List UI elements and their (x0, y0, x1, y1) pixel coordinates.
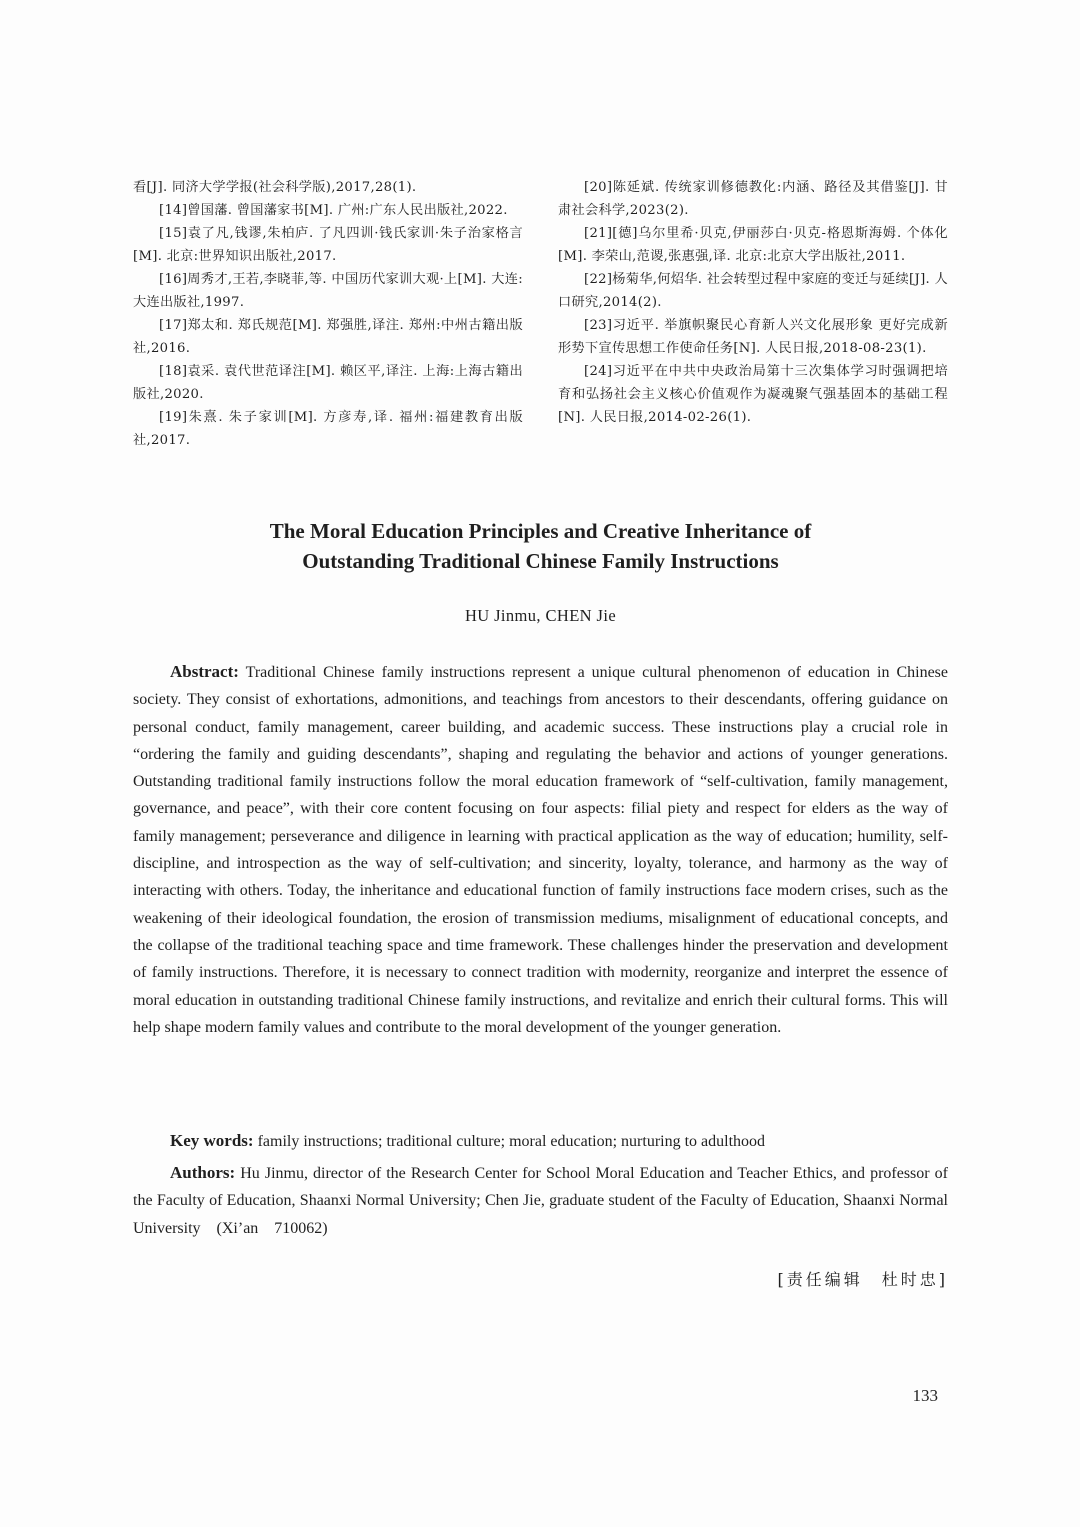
reference-item: [16]周秀才,王若,李晓菲,等. 中国历代家训大观·上[M]. 大连:大连出版社,1997. (133, 272, 523, 310)
keywords-text: family instructions; traditional culture; moral education; nurturing to adulthood (257, 1133, 766, 1150)
references-left-column (133, 176, 523, 452)
reference-item: [22]杨菊华,何炤华. 社会转型过程中家庭的变迁与延续[J]. 人口研究,2014(2). (558, 272, 948, 310)
references-section (133, 176, 948, 452)
keywords-label: Key words: (170, 1131, 254, 1150)
author-info-text: Hu Jinmu, director of the Research Center for School Moral Education and Teacher Ethics, and professor of the Faculty of Education, Shaanxi Normal University; Chen Jie, graduate student of the Faculty of Education, Shaanxi Normal University (Xi’an 710062) (133, 1165, 949, 1237)
references-right-column (558, 176, 948, 452)
reference-item: 看[J]. 同济大学学报(社会科学版),2017,28(1). (133, 180, 417, 195)
abstract-text: Traditional Chinese family instructions represent a unique cultural phenomenon of education in Chinese society. They consist of exhortations, admonitions, and teachings from ancestors to their descendants, offering guidance on personal conduct, family management, career building, and academic success. These instructions play a crucial role in “ordering the family and guiding descendants”, shaping and regulating the behavior and actions of younger generations. Outstanding traditional family instructions follow the moral education framework of “self-cultivation, family management, governance, and peace”, with their core content focusing on four aspects: filial piety and respect for elders as the way of family management; perseverance and diligence in learning with practical application as the way of education; humility, self-discipline, and introspection as the way of self-cultivation; and sincerity, loyalty, tolerance, and harmony as the way of interacting with others. Today, the inheritance and educational function of family instructions face modern crises, such as the weakening of their ideological foundation, the erosion of transmission mediums, misalignment of educational concepts, and the collapse of the traditional teaching space and time framework. These challenges hinder the preservation and development of family instructions. Therefore, it is necessary to connect tradition with modernity, reorganize and interpret the essence of moral education in outstanding traditional Chinese family instructions, and revitalize and enrich their cultural forms. This will help shape modern family values and contribute to the moral development of the younger generation. (133, 664, 949, 1036)
reference-item: [18]袁采. 袁代世范译注[M]. 赖区平,译注. 上海:上海古籍出版社,2020. (133, 364, 523, 402)
reference-item: [15]袁了凡,钱谬,朱柏庐. 了凡四训·钱氏家训·朱子治家格言[M]. 北京:世界知识出版社,2017. (133, 226, 523, 264)
abstract-paragraph (133, 658, 948, 1041)
author-info-section (133, 1159, 948, 1242)
reference-item: [23]习近平. 举旗帜聚民心育新人兴文化展形象 更好完成新形势下宣传思想工作使命任务[N]. 人民日报,2018-08-23(1). (558, 318, 948, 356)
reference-item: [21][德]乌尔里希·贝克,伊丽莎白·贝克-格恩斯海姆. 个体化[M]. 李荣山,范谡,张惠强,译. 北京:北京大学出版社,2011. (558, 226, 948, 264)
abstract-section (133, 658, 948, 1041)
article-title (133, 516, 948, 576)
article-title-line-2: Outstanding Traditional Chinese Family Instructions (302, 549, 779, 573)
abstract-label: Abstract: (170, 662, 239, 681)
author-info-label: Authors: (170, 1163, 236, 1182)
editor-note: [责任编辑 杜时忠] (777, 1270, 948, 1289)
article-authors: HU Jinmu, CHEN Jie (464, 606, 617, 625)
reference-item: [19]朱熹. 朱子家训[M]. 方彦寿,译. 福州:福建教育出版社,2017. (133, 410, 523, 448)
reference-item: [14]曾国藩. 曾国藩家书[M]. 广州:广东人民出版社,2022. (159, 203, 508, 218)
reference-item: [17]郑太和. 郑氏规范[M]. 郑强胜,译注. 郑州:中州古籍出版社,2016. (133, 318, 523, 356)
keywords-section (133, 1127, 948, 1155)
page-number: 133 (912, 1386, 938, 1405)
article-title-line-1: The Moral Education Principles and Creative Inheritance of (269, 519, 812, 543)
reference-item: [24]习近平在中共中央政治局第十三次集体学习时强调把培育和弘扬社会主义核心价值观作为凝魂聚气强基固本的基础工程[N]. 人民日报,2014-02-26(1). (558, 364, 948, 425)
reference-item: [20]陈延斌. 传统家训修德教化:内涵、路径及其借鉴[J]. 甘肃社会科学,2023(2). (558, 180, 948, 218)
